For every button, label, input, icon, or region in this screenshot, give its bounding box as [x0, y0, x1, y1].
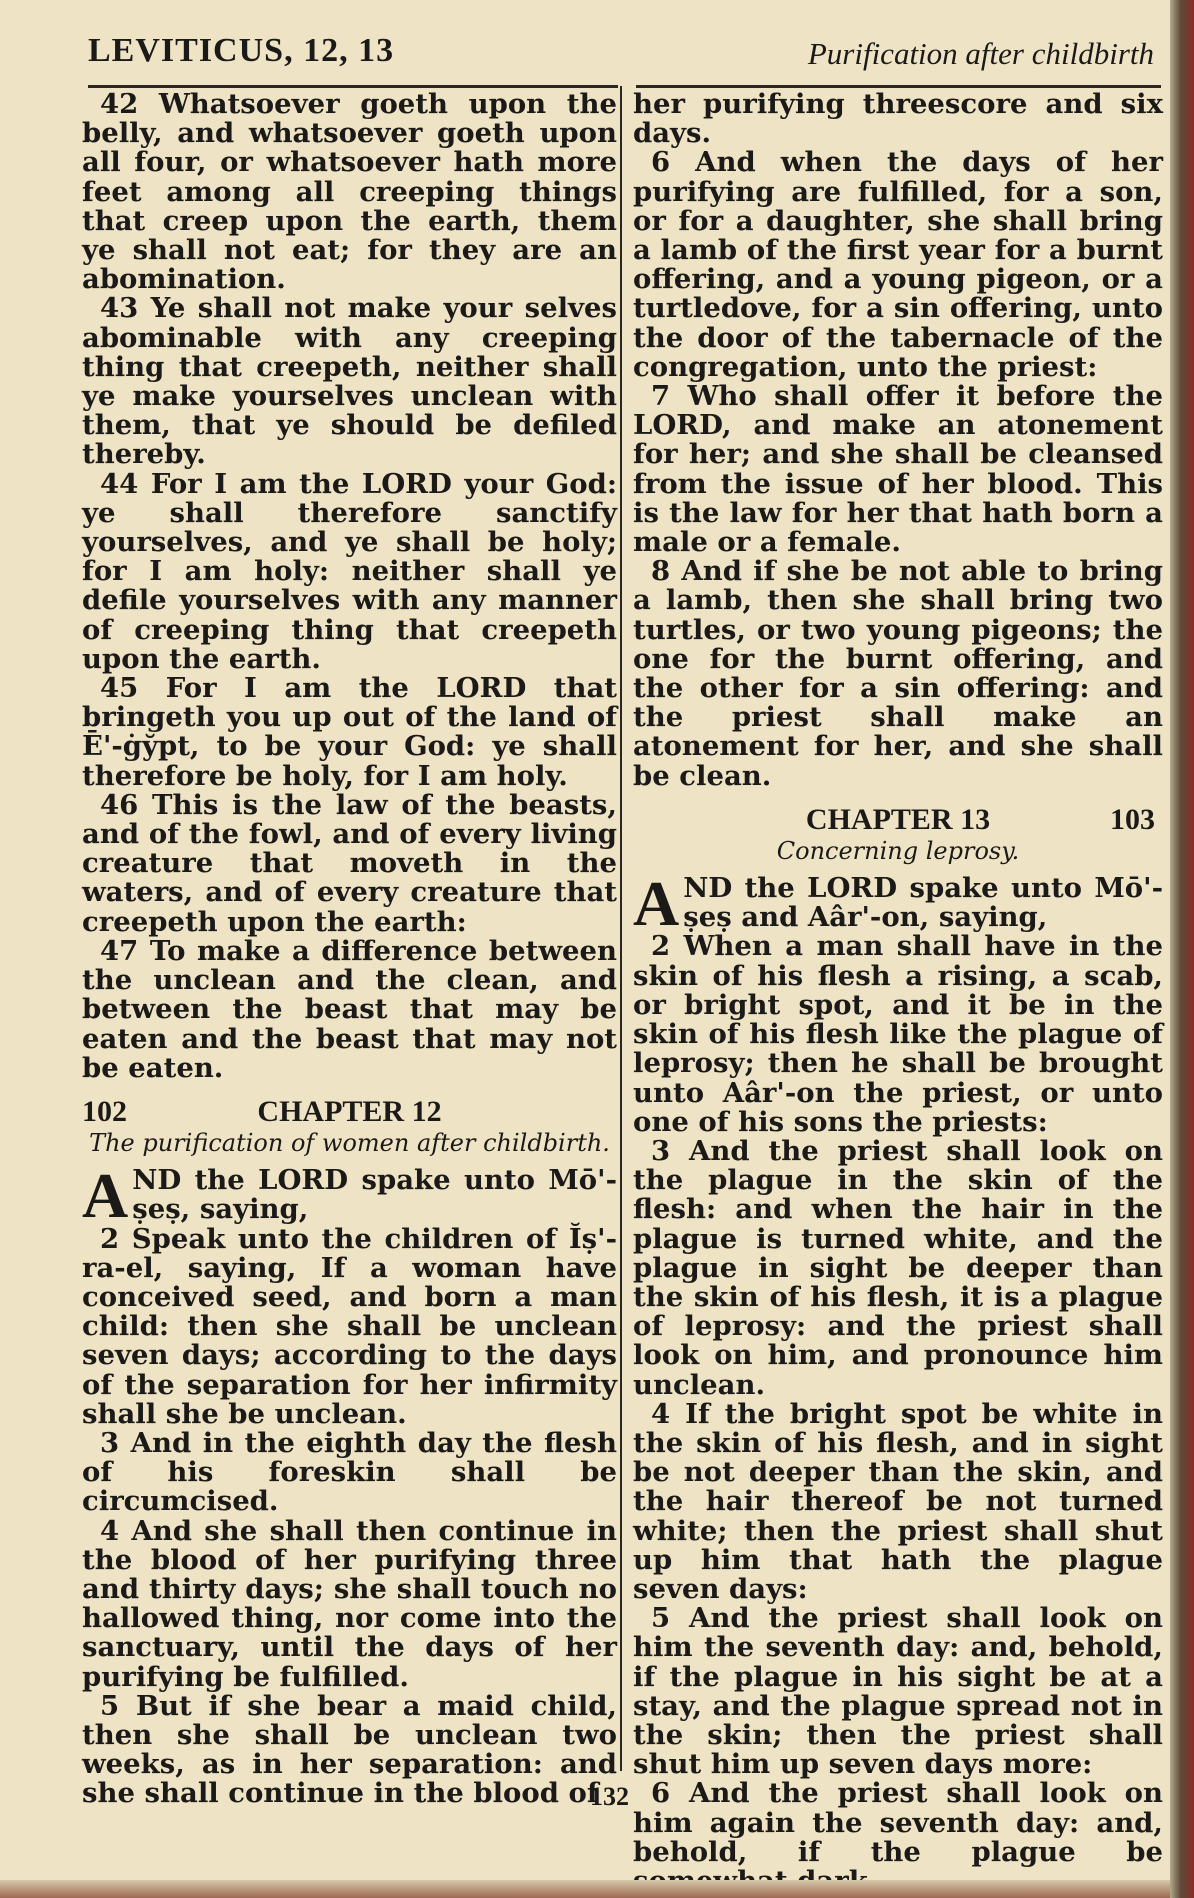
chapter-title: CHAPTER 13: [805, 802, 991, 836]
opening-text: ND the LORD spake unto Mō'-ṣeṣ, saying,: [132, 1164, 617, 1226]
verse: 42 Whatsoever goeth upon the belly, and whatsoever goeth upon all four, or whatsoever hath more feet among all creeping things that creep upon the earth, them ye shall not eat; for they are an abomination.: [82, 88, 617, 296]
verse: 2 When a man shall have in the skin of his flesh a rising, a scab, or bright spot, and it be in the skin of his flesh like the plague of leprosy; then he shall be brought unto Aâr'-on the priest, or unto one of his sons the priests:: [633, 930, 1163, 1138]
column-divider: [620, 86, 622, 1771]
verse: 3 And the priest shall look on the plague in the skin of the flesh: and when the hair in the plague is turned white, and the plague in sight be deeper than the skin of his flesh, it is a plague of leprosy: and the priest shall look on him, and pronounce him unclean.: [633, 1134, 1163, 1401]
chapter-reference-number: 103: [1110, 802, 1155, 836]
chapter-title: CHAPTER 12: [257, 1094, 442, 1128]
chapter-reference-number: 102: [82, 1094, 127, 1128]
chapter-opening: [633, 868, 1163, 940]
page-bottom-edge: [0, 1880, 1170, 1898]
verse: 3 And in the eighth day the flesh of his foreskin shall be circumcised.: [82, 1426, 617, 1518]
verse: 4 And she shall then continue in the blood of her purifying three and thirty days; she shall touch no hallowed thing, nor come into the sanctuary, until the days of her purifying be fulfilled.: [82, 1514, 617, 1693]
chapter-heading: [633, 802, 1163, 836]
right-column: [633, 90, 1163, 1896]
opening-text: ND the LORD spake unto Mō'-ṣeṣ and Aâr'-on, saying,: [683, 872, 1163, 934]
book-reference: LEVITICUS, 12, 13: [88, 32, 395, 69]
drop-cap: A: [633, 868, 680, 940]
verse: 8 And if she be not able to bring a lamb, then she shall bring two turtles, or two young pigeons; the one for the burnt offering, and the other for a sin offering: and the priest shall make an atonement for her, and she shall be clean.: [633, 555, 1163, 792]
verse: 6 And the priest shall look on him again the seventh day: and, behold, if the plague be: [633, 1777, 1163, 1868]
verse: 45 For I am the LORD that bringeth you up out of the land of Ē'-ġy̆pt, to be your God: ye shall therefore be holy, for I am holy.: [82, 672, 617, 792]
page-number: 132: [590, 1782, 629, 1811]
left-column: [82, 90, 617, 1809]
verse: 4 If the bright spot be white in the skin of his flesh, and in sight be not deeper than the skin, and the hair thereof be not turned white; then the priest shall shut up him that hath the plague seven days:: [633, 1397, 1163, 1605]
verse: 7 Who shall offer it before the LORD, and make an atonement for her; and she shall be cleansed from the issue of her blood. This is the law for her that hath born a male or a female.: [633, 380, 1163, 559]
verse: 2 Speak unto the children of Ĭṣ'-ra-el, saying, If a woman have conceived seed, and born a man child: then she shall be unclean seven days; according to the days of the separation for her infirmity shall she be unclean.: [82, 1222, 617, 1430]
verse-continuation: her purifying threescore and six days.: [633, 88, 1163, 150]
page-topic: Purification after childbirth: [807, 36, 1154, 71]
verse: 5 But if she bear a maid child, then she shall be unclean two weeks, as in her separation: and she shall continue in the blood of: [82, 1689, 617, 1810]
chapter-opening: [82, 1160, 617, 1232]
page-right-edge: [1170, 0, 1194, 1898]
verse: 44 For I am the LORD your God: ye shall therefore sanctify yourselves, and ye shall be holy; for I am holy: neither shall ye defile yourselves with any manner of creeping thing that creepeth upon the earth.: [82, 467, 617, 675]
chapter-heading: [82, 1094, 617, 1128]
verse: 5 And the priest shall look on him the seventh day: and, behold, if the plague in his sight be at a stay, and the plague spread not in the skin; then the priest shall shut him up seven days more:: [633, 1602, 1163, 1781]
chapter-summary: Concerning leprosy.: [776, 837, 1020, 866]
drop-cap: A: [82, 1160, 129, 1232]
verse: 6 And when the days of her purifying are fulfilled, for a son, or for a daughter, she shall bring a lamb of the first year for a burnt offering, and a young pigeon, or a turtledove, for a sin offering, unto the door of the tabernacle of the congregation, unto the priest:: [633, 146, 1163, 383]
verse: 43 Ye shall not make your selves abominable with any creeping thing that creepeth, neither shall ye make yourselves unclean with them, that ye should be defiled thereby.: [82, 292, 617, 471]
verse: 47 To make a difference between the unclean and the clean, and between the beast that may be eaten and the beast that may not be eaten.: [82, 934, 617, 1084]
page-header: [88, 32, 1168, 82]
verse: 46 This is the law of the beasts, and of the fowl, and of every living creature that moveth in the waters, and of every creature that creepeth upon the earth:: [82, 788, 617, 938]
chapter-summary: The purification of women after childbirth.: [89, 1129, 610, 1158]
